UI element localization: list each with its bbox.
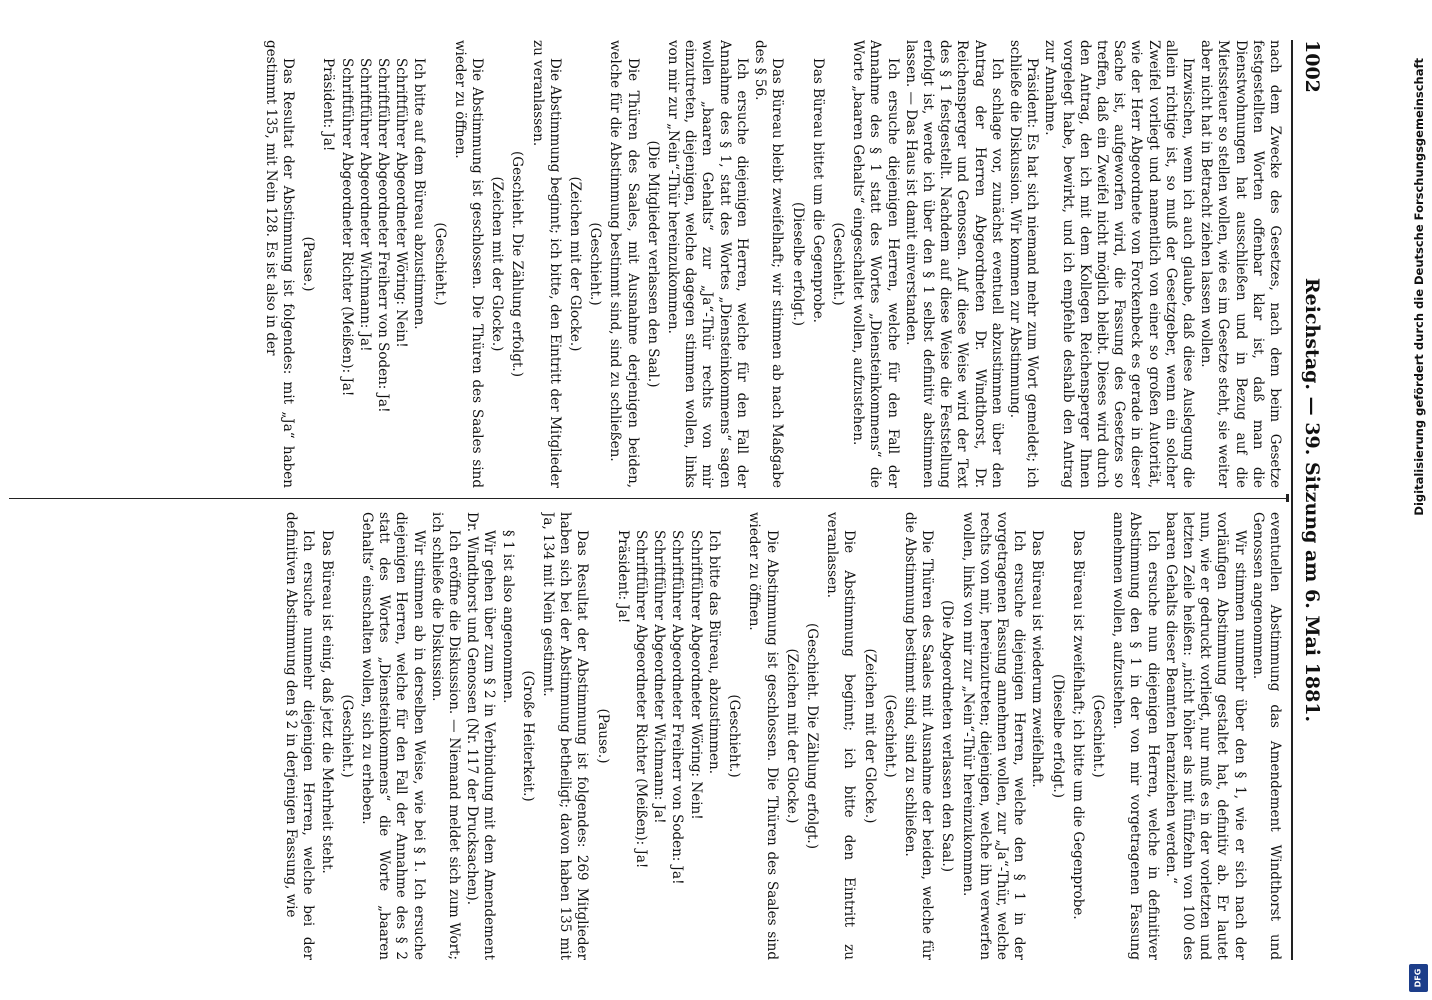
paragraph: Ich bitte auf dem Büreau abzustimmen. bbox=[411, 58, 428, 330]
paragraph: Schriftführer Abgeordneter Freiherr von Soden: Ja! bbox=[375, 58, 392, 413]
paragraph: Das Büreau ist einig, daß jetzt die Mehrheit steht. bbox=[318, 530, 335, 874]
paragraph: Die Abstimmung beginnt; ich bitte den Eintritt zu veranlassen. bbox=[824, 512, 858, 960]
header-rule bbox=[1291, 40, 1293, 960]
paragraph: Inzwischen, wenn ich auch glaube, daß diese Auslegung die allein richtige ist, so muß der Gesetzgeber, wenn ein solcher Zweifel vorliegt und namentlich von einer so großen Autorität, wie der Herr Abgeordnete von Forckenbeck es gerade in dieser Sache ist, aufgeworfen wird, die Fassung des Gesetzes so treffen, daß ein Zweifel nicht möglich bleibt. Dieses wird durch den Antrag, den ich mit dem Kollegen Reichensperger Ihnen vorgelegt habe, bewirkt, und ich empfehle deshalb den Antrag zur Annahme. bbox=[1042, 40, 1196, 488]
paragraph: Die Abstimmung ist geschlossen. Die Thüren des Saales sind wieder zu öffnen. bbox=[746, 512, 780, 960]
paragraph: Ich ersuche diejenigen Herren, welche für den Fall der Annahme des § 1, statt des Wortes „Diensteinkommens“ sagen wollen „baaren Gehalts“ zur „Ja“-Thür rechts von mir einzutreten, diejenigen, welche dagegen stimmen wollen, links von mir zur „Nein“-Thür hereinzukommen. bbox=[665, 40, 750, 488]
paragraph: Ich ersuche diejenigen Herren, welche den § 1 in der vorgetragenen Fassung annehmen wollen, zur „Ja“-Thür, welche rechts von mir, hereinzutreten; diejenigen, welche ihn verwerfen wollen, links von mir zur „Nein“-Thür hereinzukommen. bbox=[959, 512, 1028, 960]
paragraph: Wir stimmen ab in derselben Weise, wie bei § 1. Ich ersuche diejenigen Herren, welche für den Fall der Annahme des § 2 statt des Wortes „Diensteinkommens“ die Worte „baaren Gehalts“ einschalten wollen, sich zu erheben. bbox=[359, 512, 427, 960]
paragraph: Wir stimmen nunmehr über den § 1, wie er sich nach der vorläufigen Abstimmung gestaltet hat, definitiv ab. Er lautet nun, wie er gedruckt vorliegt, nur muß es in der vorletzten und letzten Zeile heißen: „nicht höher als mit fünfzehn von 100 des baaren Gehalts dieser Beamten heranziehen werden.“ bbox=[1162, 512, 1248, 960]
digitization-sidebar bbox=[1406, 0, 1432, 1000]
left-column bbox=[13, 40, 1283, 488]
paragraph: nach dem Zwecke des Gesetzes, nach dem beim Gesetze festgestellten Worten offenbar klar ist, daß man die Dienstwohnungen hat ausschließen und in Bezug auf die Mietssteuer so stellen wollen, wie es im Gesetze steht, sie weiter aber nicht hat in Betracht ziehen lassen wollen. bbox=[1198, 40, 1283, 488]
stage-direction: (Dieselbe erfolgt.) bbox=[789, 201, 806, 327]
paragraph: Die Abstimmung ist geschlossen. Die Thüren des Saales sind wieder zu öffnen. bbox=[451, 40, 486, 488]
stage-direction: (Geschieht.) bbox=[726, 694, 743, 778]
digitization-credit: Digitalisierung gefördert durch die Deutsche Forschungsgemeinschaft bbox=[1412, 58, 1426, 516]
stage-direction: (Geschieht.) bbox=[338, 694, 355, 778]
dfg-logo bbox=[1409, 964, 1428, 992]
paragraph: Präsident: Ja! bbox=[320, 58, 337, 152]
paragraph: Ich ersuche nun diejenigen Herren, welche in definitiver Abstimmung den § 1 in der von mir vorgetragenen Fassung annehmen wollen, aufzustehen. bbox=[1110, 512, 1161, 960]
page-number: 1002 bbox=[1301, 40, 1323, 93]
dfg-logo-text: DFG bbox=[1413, 968, 1423, 988]
stage-direction: (Geschieht.) bbox=[881, 694, 898, 778]
page-title: Reichstag. — 39. Sitzung am 6. Mai 1881. bbox=[1301, 277, 1323, 723]
paragraph: Das Resultat der Abstimmung ist folgendes: 269 Mitglieder haben sich bei der Abstimmung betheiligt; davon haben 135 mit Ja, 134 mit Nein gestimmt. bbox=[540, 512, 591, 960]
stage-direction: (Geschieht.) bbox=[431, 222, 448, 306]
paragraph: Schriftführer Abgeordneter Wöring: Nein! bbox=[687, 530, 704, 820]
paragraph: Ich schlage vor, zunächst eventuell abzustimmen über den Antrag der Herren Abgeordneten Dr. Windthorst, Dr. Reichensperger und Genossen. Auf diese Weise wird der Text des § 1 festgestellt. Nachdem auf diese Weise die Feststellung erfolgt ist, werde ich über den § 1 selbst definitiv abstimmen lassen. — Das Haus ist damit einverstanden. bbox=[902, 40, 1005, 488]
stage-direction: (Die Abgeordneten verlassen den Saal.) bbox=[939, 599, 956, 873]
paragraph: Schriftführer Abgeordneter Richter (Meißen): Ja! bbox=[338, 58, 355, 397]
paragraph: Das Resultat der Abstimmung ist folgendes: mit „Ja“ haben gestimmt 135, mit Nein 128. Es ist also in der bbox=[262, 40, 297, 488]
paragraph: Die Thüren des Saales, mit Ausnahme derjenigen beiden, welche für die Abstimmung bestimmt sind, sind zu schließen. bbox=[607, 40, 641, 488]
stage-direction: (Große Heiterkeit.) bbox=[519, 670, 536, 802]
paragraph: Die Abstimmung beginnt; ich bitte, den Eintritt der Mitglieder zu veranlassen. bbox=[529, 40, 563, 488]
page-header bbox=[1297, 40, 1327, 960]
paragraph: Präsident: Es hat sich niemand mehr zum Wort gemeldet; ich schließe die Diskussion. Wir kommen zur Abstimmung. bbox=[1006, 40, 1041, 488]
paragraph: Ich ersuche nunmehr diejenigen Herren, welche bei der definitiven Abstimmung den § 2 in derjenigen Fassung, wie bbox=[283, 512, 317, 960]
paragraph: Präsident: Ja! bbox=[614, 530, 631, 624]
stage-direction: (Zeichen mit der Glocke.) bbox=[861, 648, 878, 824]
stage-direction: (Pause.) bbox=[300, 236, 317, 292]
paragraph: Die Thüren des Saales mit Ausnahme der beiden, welche für die Abstimmung bestimmt sind, sind zu schließen. bbox=[901, 512, 936, 960]
paragraph: Ich ersuche diejenigen Herren, welche für den Fall der Annahme des § 1 statt des Wortes „Diensteinkommens“ die Worte „baaren Gehalts“ eingeschaltet wollen, aufzustehen. bbox=[850, 40, 901, 488]
paragraph: Schriftführer Abgeordneter Wichmann: Ja! bbox=[651, 530, 668, 824]
stage-direction: (Dieselbe erfolgt.) bbox=[1049, 673, 1066, 799]
paragraph: Schriftführer Abgeordneter Wichmann: Ja! bbox=[356, 58, 373, 352]
stage-direction: (Geschieht. Die Zählung erfolgt.) bbox=[803, 623, 820, 849]
paragraph: Schriftführer Abgeordneter Freiherr von Soden: Ja! bbox=[669, 530, 686, 885]
column-divider bbox=[9, 498, 1287, 499]
paragraph: eventuellen Abstimmung das Amendement Windthorst und Genossen angenommen. bbox=[1249, 512, 1283, 960]
paragraph: Das Büreau ist zweifelhaft; ich bitte um die Gegenprobe. bbox=[1069, 530, 1086, 920]
paragraph: Wir gehen über zum § 2 in Verbindung mit dem Amendement Dr. Windthorst und Genossen (Nr. 117 der Drucksachen). bbox=[464, 512, 498, 960]
stage-direction: (Pause.) bbox=[594, 708, 611, 764]
stage-direction: (Zeichen mit der Glocke.) bbox=[567, 176, 584, 352]
stage-direction: (Die Mitglieder verlassen den Saal.) bbox=[644, 140, 661, 388]
paragraph: § 1 ist also angenommen. bbox=[499, 530, 516, 704]
paragraph: Das Büreau ist wiederum zweifelhaft. bbox=[1029, 530, 1046, 788]
stage-direction: (Geschieht.) bbox=[1089, 694, 1106, 778]
paragraph: Ich bitte das Büreau, abzustimmen. bbox=[705, 530, 722, 775]
right-column bbox=[13, 512, 1283, 960]
stage-direction: (Geschieht. Die Zählung erfolgt.) bbox=[509, 151, 526, 377]
paragraph: Das Büreau bleibt zweifelhaft; wir stimmen ab nach Maßgabe des § 56. bbox=[752, 40, 786, 488]
paragraph: Schriftführer Abgeordneter Wöring: Nein! bbox=[393, 58, 410, 348]
paragraph: Ich eröffne die Diskussion. — Niemand meldet sich zum Wort; ich schließe die Diskussion. bbox=[428, 512, 463, 960]
paragraph: Das Büreau bittet um die Gegenprobe. bbox=[809, 58, 826, 323]
stage-direction: (Geschieht.) bbox=[587, 222, 604, 306]
stage-direction: (Geschieht.) bbox=[829, 222, 846, 306]
paragraph: Schriftführer Abgeordneter Richter (Meißen): Ja! bbox=[633, 530, 650, 869]
stage-direction: (Zeichen mit der Glocke.) bbox=[489, 176, 506, 352]
stage-direction: (Zeichen mit der Glocke.) bbox=[783, 648, 800, 824]
